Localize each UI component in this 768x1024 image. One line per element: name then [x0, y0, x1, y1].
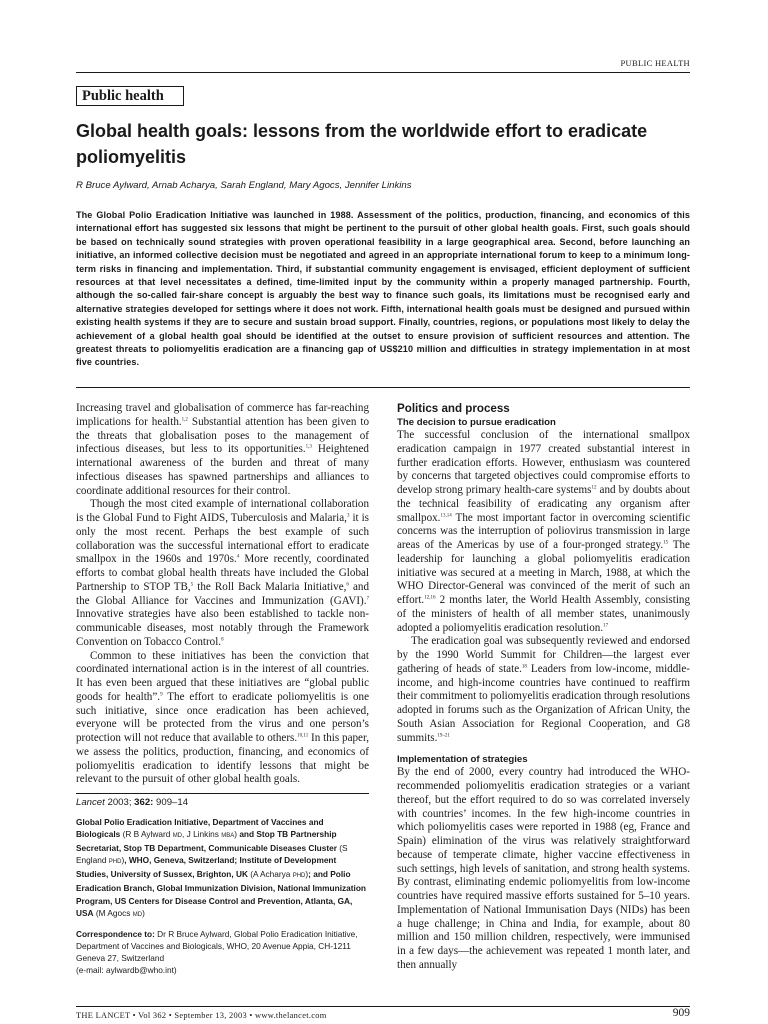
section-heading: Politics and process — [397, 402, 510, 415]
citation-rule — [76, 793, 369, 794]
subsection-heading-decision: The decision to pursue eradication — [397, 417, 556, 428]
decision-paragraph-1: The successful conclusion of the international smallpox eradication campaign in 1977 created substantial interest in further eradication efforts. However, enthusiasm was countered by concerns that targeted objectives could compromise efforts to develop strong primary health-care systems$^{12}$ and by doubts about the technical feasibility of eradicating any organism after smallpox.$^{13,14}$ The most important factor in overcoming scientific concerns was the interruption of poliovirus transmission in large areas of the Americas by use of a four-pronged strategy.$^{15}$ The leadership for launching a global poliomyelitis eradication initiative was secured at a meeting in March, 1988, at which the WHO Director-General was convinced of the merit of such an effort.$^{12,16}$ 2 months later, the World Health Assembly, consisting of the ministers of health of all member states, unanimously adopted a poliomyelitis eradication resolution.$^{17}$ — [397, 429, 690, 634]
footer-journal: THE LANCET • Vol 362 • September 13, 2003 • www.thelancet.com — [76, 1011, 327, 1020]
author-list: R Bruce Aylward, Arnab Acharya, Sarah England, Mary Agocs, Jennifer Linkins — [76, 180, 412, 191]
intro-paragraph-3: Common to these initiatives has been the conviction that coordinated international action is in the interest of all countries. It has even been argued that these initiatives are “global public goods for health”.$^9$ The effort to eradicate poliomyelitis is one such initiative, since once eradication has been achieved, everyone will be protected from the virus and one person’s protection will not reduce that available to others.$^{10,11}$ In this paper, we assess the politics, production, financing, and economics of poliomyelitis eradication to identify lessons that might be relevant to the pursuit of other global health goals. — [76, 649, 369, 786]
running-head: PUBLIC HEALTH — [620, 58, 690, 68]
intro-paragraph-1: Increasing travel and globalisation of commerce has far-reaching implications for health.$^{1,2}$ Substantial attention has been given to the threats that globalisation poses to the management of infectious diseases, but less to its opportunities.$^{1,3}$ Heightened international awareness of the burden and threat of many infectious diseases has spawned partnerships and alliances to coordinate additional resources for their control. — [76, 402, 369, 497]
decision-paragraph-2: The eradication goal was subsequently reviewed and endorsed by the 1990 World Summit for Children—the largest ever gathering of heads of state.$^{18}$ Leaders from low-income, middle-income, and high-income countries have continued to reaffirm their commitment to poliomyelitis eradication through resolutions adopted in forums such as the Organization of African Unity, the South Asian Association for Regional Cooperation, and G8 summits.$^{19-21}$ — [397, 635, 690, 744]
correspondence-email[interactable]: (e-mail: aylwardb@who.int) — [76, 965, 177, 976]
implementation-paragraph: By the end of 2000, every country had introduced the WHO-recommended poliomyelitis eradication strategies or a variant thereof, but the effort required to do so was correlated inversely with countries’ incomes. In the few high-income countries in which poliomyelitis cases were reported in 1988 (eg, France and Spain) elimination of the virus was relatively straightforward because of temperate climate, higher vaccine effectiveness in such settings, high levels of sanitation, and strong health systems. By contrast, eliminating endemic poliomyelitis from low-income countries have required massive efforts sustained for 5–10 years. Implementation of National Immunisation Days (NIDs) has been a huge challenge; in China and India, for example, about 80 million and 150 million children, respectively, were immunised in a few days—the achievement was repeated 1 month later, and then annually — [397, 766, 690, 971]
author-affiliations: Global Polio Eradication Initiative, Department of Vaccines and Biologicals (R B Aylward MD, J Linkins MBA) and Stop TB Partnership Secretariat, Stop TB Department, Communicable Diseases Cluster (S England PHD), WHO, Geneva, Switzerland; Institute of Development Studies, University of Sussex, Brighton, UK (A Acharya PHD); and Polio Eradication Branch, Global Immunization Division, National Immunization Program, US Centers for Disease Control and Prevention, Atlanta, GA, USA (M Agocs MD) — [76, 817, 366, 918]
right-column — [397, 402, 690, 973]
intro-paragraph-2: Though the most cited example of international collaboration is the Global Fund to Fight AIDS, Tuberculosis and Malaria,$^3$ it is only the most recent. Perhaps the best example of such collaboration was the successful international effort to eradicate smallpox in the 1960s and 1970s.$^4$ More recently, coordinated efforts to combat global health threats have included the Global Partnership to STOP TB,$^5$ the Roll Back Malaria Initiative,$^6$ and the Global Alliance for Vaccines and Immunization (GAVI).$^7$ Innovative strategies have also been established to tackle non-communicable diseases, most notably through the Framework Convention on Tobacco Control.$^8$ — [76, 498, 369, 648]
abstract: The Global Polio Eradication Initiative was launched in 1988. Assessment of the politics, production, financing, and economics of this international effort has suggested six lessons that might be pertinent to the pursuit of other global health goals. First, such goals should be based on technically sound strategies with proven operational feasibility in a large geographical area. Second, before launching an initiative, an informed collective decision must be negotiated and agreed in an appropriate international forum to keep to a minimum long-term risks in financing and implementation. Third, if substantial community engagement is envisaged, efficient deployment of sufficient resources at that level necessitates a defined, time-limited input by the community within a properly managed partnership. Fourth, although the so-called fair-share concept is arguably the best way to finance such goals, its limitations must be recognised early and alternative strategies developed for settings where it does not work. Fifth, international health goals must be designed and pursued within existing health systems if they are to secure and sustain broad support. Finally, countries, regions, or populations most likely to delay the achievement of a global health goal should be identified at the outset to ensure provision of sufficient resources and attention. The greatest threats to poliomyelitis eradication are a financing gap of US$210 million and difficulties in strategy implementation in at most five countries. — [76, 210, 690, 368]
abstract-rule — [76, 387, 690, 388]
article-title: Global health goals: lessons from the worldwide effort to eradicate poliomyelitis — [76, 121, 648, 167]
footer-rule — [76, 1006, 690, 1007]
subsection-heading-implementation: Implementation of strategies — [397, 754, 528, 766]
page-number: 909 — [672, 1007, 690, 1019]
citation-line: Lancet 2003; 362: 909–14 — [76, 797, 189, 808]
section-label: Public health — [76, 86, 184, 106]
header-rule — [76, 72, 690, 73]
correspondence-note: Correspondence to: Dr R Bruce Aylward, Global Polio Eradication Initiative, Department of Vaccines and Biologicals, WHO, 20 Avenue Appia, CH-1211 Geneva 27, Switzerland (e-mail: aylwardb@who.int) — [76, 928, 358, 976]
left-column — [76, 402, 369, 976]
